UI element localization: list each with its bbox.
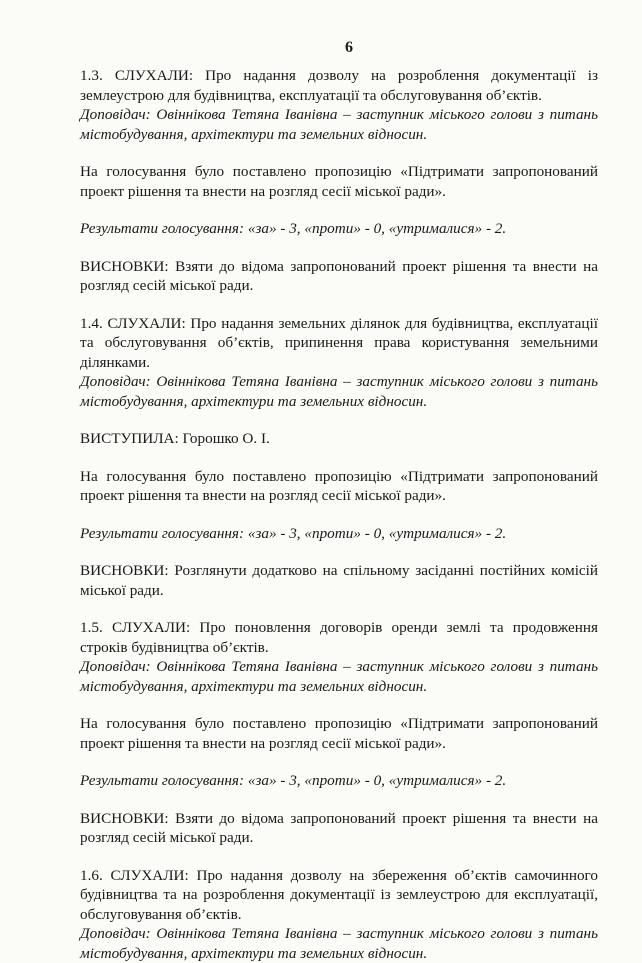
item-1-3-results bbox=[80, 219, 598, 239]
item-1-4-results-text: Результати голосування: «за» - 3, «проти» - 0, «утрималися» - 2. bbox=[80, 524, 598, 544]
item-1-5-heard-block bbox=[80, 618, 598, 696]
item-1-4-spoke-text: ВИСТУПИЛА: Горошко О. І. bbox=[80, 429, 598, 449]
item-1-5-proposal-text: На голосування було поставлено пропозицію «Підтримати запропонований проект рішення та внести на розгляд сесії міської ради». bbox=[80, 714, 598, 753]
item-1-3-conclusion-text: ВИСНОВКИ: Взяти до відома запропонований проект рішення та внести на розгляд сесій міської ради. bbox=[80, 257, 598, 296]
item-1-5-speaker: Доповідач: Овіннікова Тетяна Іванівна – заступник міського голови з питань містобудування, архітектури та земельних відносин. bbox=[80, 657, 598, 696]
item-1-6-heard: 1.6. СЛУХАЛИ: Про надання дозволу на збереження об’єктів самочинного будівництва та на розроблення документації із землеустрою для експлуатації, обслуговування об’єктів. bbox=[80, 866, 598, 925]
item-1-4-heard: 1.4. СЛУХАЛИ: Про надання земельних ділянок для будівництва, експлуатації та обслуговування об’єктів, припинення права користування земельними ділянками. bbox=[80, 314, 598, 373]
item-1-3-heard: 1.3. СЛУХАЛИ: Про надання дозволу на розроблення документації із землеустрою для будівництва, експлуатації та обслуговування об’єктів. bbox=[80, 66, 598, 105]
item-1-3-conclusion bbox=[80, 257, 598, 296]
item-1-3-proposal-text: На голосування було поставлено пропозицію «Підтримати запропонований проект рішення та внести на розгляд сесії міської ради». bbox=[80, 162, 598, 201]
item-1-5-results bbox=[80, 771, 598, 791]
item-1-5-proposal bbox=[80, 714, 598, 753]
item-1-4-speaker: Доповідач: Овіннікова Тетяна Іванівна – заступник міського голови з питань містобудування, архітектури та земельних відносин. bbox=[80, 372, 598, 411]
item-1-4-proposal-text: На голосування було поставлено пропозицію «Підтримати запропонований проект рішення та внести на розгляд сесії міської ради». bbox=[80, 467, 598, 506]
item-1-3-results-text: Результати голосування: «за» - 3, «проти» - 0, «утрималися» - 2. bbox=[80, 219, 598, 239]
item-1-4-spoke bbox=[80, 429, 598, 449]
item-1-3-speaker: Доповідач: Овіннікова Тетяна Іванівна – заступник міського голови з питань містобудування, архітектури та земельних відносин. bbox=[80, 105, 598, 144]
item-1-4-results bbox=[80, 524, 598, 544]
item-1-4-proposal bbox=[80, 467, 598, 506]
item-1-3-proposal bbox=[80, 162, 598, 201]
item-1-4-conclusion-text: ВИСНОВКИ: Розглянути додатково на спільному засіданні постійних комісій міської ради. bbox=[80, 561, 598, 600]
page-number: 6 bbox=[80, 38, 598, 58]
item-1-5-results-text: Результати голосування: «за» - 3, «проти» - 0, «утрималися» - 2. bbox=[80, 771, 598, 791]
item-1-6-speaker: Доповідач: Овіннікова Тетяна Іванівна – заступник міського голови з питань містобудування, архітектури та земельних відносин. bbox=[80, 924, 598, 963]
item-1-3-heard-block bbox=[80, 66, 598, 144]
item-1-5-conclusion-text: ВИСНОВКИ: Взяти до відома запропонований проект рішення та внести на розгляд сесій міської ради. bbox=[80, 809, 598, 848]
item-1-6-heard-block bbox=[80, 866, 598, 963]
item-1-4-heard-block bbox=[80, 314, 598, 412]
item-1-4-conclusion bbox=[80, 561, 598, 600]
item-1-5-heard: 1.5. СЛУХАЛИ: Про поновлення договорів оренди землі та продовження строків будівництва об’єктів. bbox=[80, 618, 598, 657]
item-1-5-conclusion bbox=[80, 809, 598, 848]
